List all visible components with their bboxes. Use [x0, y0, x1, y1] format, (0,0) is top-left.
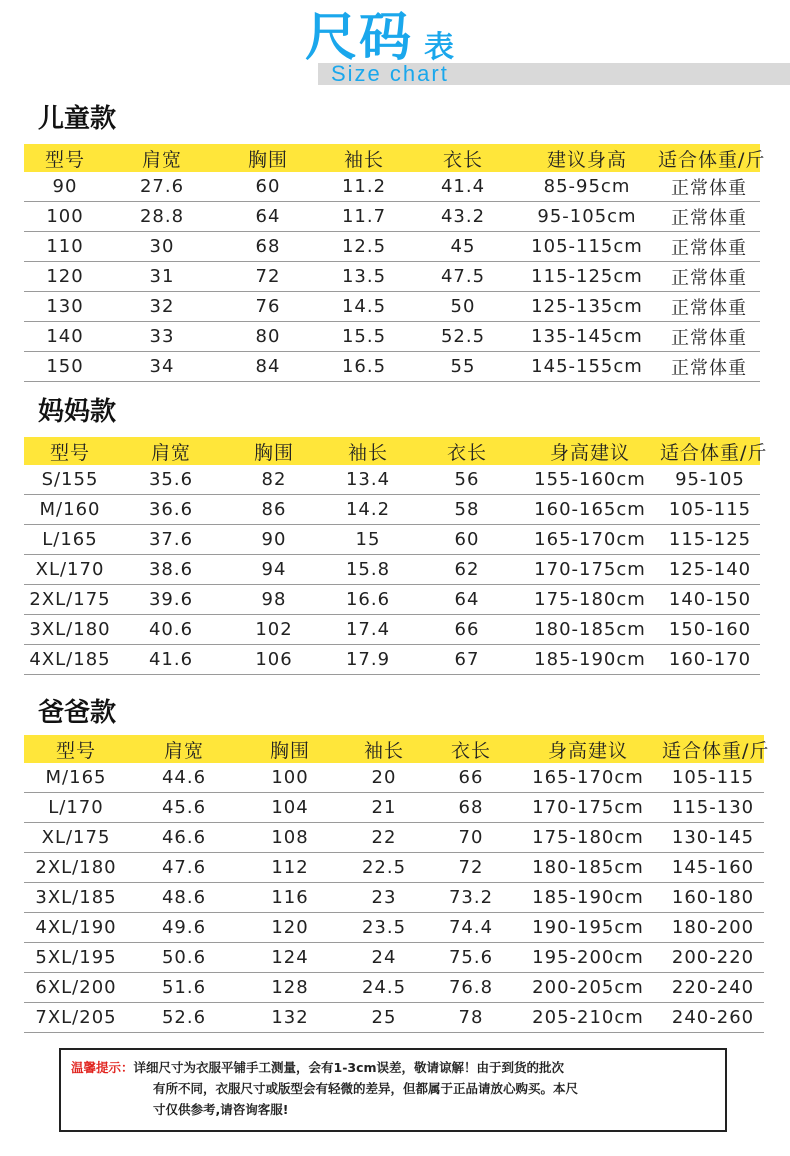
column-header: 肩宽	[128, 735, 240, 763]
table-cell: 28.8	[106, 202, 218, 232]
table-row	[24, 525, 760, 555]
column-header: 衣长	[414, 437, 520, 465]
page-title: 尺码	[305, 8, 414, 68]
column-header: 型号	[24, 144, 106, 172]
table-row	[24, 973, 764, 1003]
table-cell: 2XL/175	[24, 585, 116, 615]
column-header: 胸围	[240, 735, 340, 763]
table-cell: 17.9	[322, 645, 414, 675]
table-cell: 62	[414, 555, 520, 585]
table-cell: 3XL/180	[24, 615, 116, 645]
table-cell: 36.6	[116, 495, 226, 525]
table-cell: 115-125cm	[516, 262, 658, 292]
table-cell: 37.6	[116, 525, 226, 555]
column-header: 身高建议	[520, 437, 660, 465]
table-cell: 21	[340, 793, 428, 823]
table-cell: 50	[410, 292, 516, 322]
table-cell: 49.6	[128, 913, 240, 943]
table-cell: 2XL/180	[24, 853, 128, 883]
mom-header-row	[24, 437, 760, 465]
table-cell: 72	[218, 262, 318, 292]
table-cell: 76.8	[428, 973, 514, 1003]
table-cell: 45	[410, 232, 516, 262]
dad-section-title: 爸爸款	[38, 698, 117, 728]
table-cell: 68	[428, 793, 514, 823]
table-cell: 7XL/205	[24, 1003, 128, 1033]
table-cell: 17.4	[322, 615, 414, 645]
column-header: 肩宽	[106, 144, 218, 172]
table-row	[24, 232, 760, 262]
table-cell: XL/170	[24, 555, 116, 585]
page-title-suffix: 表	[424, 30, 454, 65]
table-cell: 40.6	[116, 615, 226, 645]
table-cell: 110	[24, 232, 106, 262]
table-row	[24, 1003, 764, 1033]
table-cell: 51.6	[128, 973, 240, 1003]
table-cell: 66	[428, 763, 514, 793]
notice-box	[59, 1048, 727, 1132]
table-row	[24, 495, 760, 525]
page-subtitle: Size chart	[331, 61, 449, 86]
table-cell: 116	[240, 883, 340, 913]
table-cell: 200-220	[662, 943, 764, 973]
column-header: 衣长	[428, 735, 514, 763]
table-cell: 165-170cm	[520, 525, 660, 555]
table-cell: 13.4	[322, 465, 414, 495]
table-row	[24, 465, 760, 495]
table-cell: 12.5	[318, 232, 410, 262]
table-cell: 23.5	[340, 913, 428, 943]
table-cell: 13.5	[318, 262, 410, 292]
table-cell: 130	[24, 292, 106, 322]
table-cell: 64	[414, 585, 520, 615]
table-cell: 68	[218, 232, 318, 262]
column-header: 袖长	[318, 144, 410, 172]
table-cell: 正常体重	[658, 172, 760, 202]
table-cell: 45.6	[128, 793, 240, 823]
table-cell: 125-140	[660, 555, 760, 585]
table-cell: 86	[226, 495, 322, 525]
table-cell: XL/175	[24, 823, 128, 853]
table-cell: L/170	[24, 793, 128, 823]
table-cell: 82	[226, 465, 322, 495]
table-cell: 128	[240, 973, 340, 1003]
table-cell: 175-180cm	[520, 585, 660, 615]
table-cell: 67	[414, 645, 520, 675]
dad-size-table	[24, 735, 770, 1033]
table-cell: 220-240	[662, 973, 764, 1003]
table-cell: 240-260	[662, 1003, 764, 1033]
table-row	[24, 763, 764, 793]
table-cell: 正常体重	[658, 232, 760, 262]
table-row	[24, 555, 760, 585]
table-cell: 132	[240, 1003, 340, 1033]
table-cell: 78	[428, 1003, 514, 1033]
table-cell: 180-200	[662, 913, 764, 943]
table-cell: 52.5	[410, 322, 516, 352]
mom-size-table	[24, 437, 768, 675]
table-row	[24, 585, 760, 615]
table-cell: 155-160cm	[520, 465, 660, 495]
table-cell: 130-145	[662, 823, 764, 853]
table-cell: 39.6	[116, 585, 226, 615]
column-header: 胸围	[218, 144, 318, 172]
table-cell: 80	[218, 322, 318, 352]
table-cell: 145-155cm	[516, 352, 658, 382]
column-header: 肩宽	[116, 437, 226, 465]
table-cell: 135-145cm	[516, 322, 658, 352]
table-cell: 140-150	[660, 585, 760, 615]
column-header: 型号	[24, 437, 116, 465]
table-cell: 115-130	[662, 793, 764, 823]
table-cell: 165-170cm	[514, 763, 662, 793]
page-header	[0, 0, 790, 90]
table-cell: 16.5	[318, 352, 410, 382]
table-cell: 84	[218, 352, 318, 382]
table-cell: 102	[226, 615, 322, 645]
table-cell: M/160	[24, 495, 116, 525]
table-cell: 11.7	[318, 202, 410, 232]
kids-section-title: 儿童款	[38, 104, 117, 134]
table-cell: 104	[240, 793, 340, 823]
table-cell: 160-170	[660, 645, 760, 675]
table-row	[24, 292, 760, 322]
table-cell: 105-115	[662, 763, 764, 793]
table-row	[24, 883, 764, 913]
table-cell: 15.8	[322, 555, 414, 585]
table-cell: 180-185cm	[520, 615, 660, 645]
notice-text-1: 详细尺寸为衣服平铺手工测量，会有1-3cm误差，敬请谅解！由于到货的批次	[133, 1060, 565, 1075]
table-cell: 85-95cm	[516, 172, 658, 202]
table-cell: 16.6	[322, 585, 414, 615]
table-cell: 125-135cm	[516, 292, 658, 322]
table-cell: 20	[340, 763, 428, 793]
table-cell: 160-180	[662, 883, 764, 913]
table-cell: 105-115	[660, 495, 760, 525]
table-cell: 3XL/185	[24, 883, 128, 913]
table-cell: 44.6	[128, 763, 240, 793]
table-cell: 170-175cm	[514, 793, 662, 823]
table-cell: 160-165cm	[520, 495, 660, 525]
table-row	[24, 645, 760, 675]
table-cell: 35.6	[116, 465, 226, 495]
table-cell: 72	[428, 853, 514, 883]
table-cell: 6XL/200	[24, 973, 128, 1003]
column-header: 建议身高	[516, 144, 658, 172]
table-cell: 200-205cm	[514, 973, 662, 1003]
table-row	[24, 262, 760, 292]
table-cell: 74.4	[428, 913, 514, 943]
table-cell: 112	[240, 853, 340, 883]
notice-line-3: 寸仅供参考,请咨询客服!	[153, 1102, 289, 1117]
table-cell: 正常体重	[658, 292, 760, 322]
table-cell: 95-105	[660, 465, 760, 495]
table-cell: 100	[24, 202, 106, 232]
table-cell: 11.2	[318, 172, 410, 202]
table-cell: 32	[106, 292, 218, 322]
table-cell: 24.5	[340, 973, 428, 1003]
table-cell: 正常体重	[658, 322, 760, 352]
table-cell: 105-115cm	[516, 232, 658, 262]
table-cell: 52.6	[128, 1003, 240, 1033]
table-cell: S/155	[24, 465, 116, 495]
table-cell: 48.6	[128, 883, 240, 913]
table-cell: 27.6	[106, 172, 218, 202]
table-cell: 正常体重	[658, 352, 760, 382]
table-cell: 185-190cm	[514, 883, 662, 913]
table-cell: 33	[106, 322, 218, 352]
table-cell: 106	[226, 645, 322, 675]
kids-size-table	[24, 144, 766, 382]
table-cell: 58	[414, 495, 520, 525]
table-row	[24, 943, 764, 973]
table-cell: 150-160	[660, 615, 760, 645]
table-cell: 64	[218, 202, 318, 232]
table-cell: 47.5	[410, 262, 516, 292]
column-header: 身高建议	[514, 735, 662, 763]
table-cell: 145-160	[662, 853, 764, 883]
column-header: 袖长	[322, 437, 414, 465]
table-cell: 30	[106, 232, 218, 262]
notice-label: 温馨提示：	[71, 1060, 134, 1075]
column-header: 适合体重/斤	[658, 144, 760, 172]
table-cell: 56	[414, 465, 520, 495]
table-cell: 195-200cm	[514, 943, 662, 973]
table-cell: 94	[226, 555, 322, 585]
table-row	[24, 615, 760, 645]
table-cell: L/165	[24, 525, 116, 555]
table-cell: 正常体重	[658, 262, 760, 292]
table-cell: 5XL/195	[24, 943, 128, 973]
table-cell: 100	[240, 763, 340, 793]
table-cell: 24	[340, 943, 428, 973]
column-header: 袖长	[340, 735, 428, 763]
table-cell: 55	[410, 352, 516, 382]
table-cell: 41.4	[410, 172, 516, 202]
table-cell: 73.2	[428, 883, 514, 913]
table-cell: 108	[240, 823, 340, 853]
table-cell: 90	[24, 172, 106, 202]
table-cell: 60	[218, 172, 318, 202]
table-cell: 31	[106, 262, 218, 292]
table-cell: 70	[428, 823, 514, 853]
table-cell: 115-125	[660, 525, 760, 555]
table-row	[24, 823, 764, 853]
dad-header-row	[24, 735, 764, 763]
table-cell: 34	[106, 352, 218, 382]
table-row	[24, 172, 760, 202]
table-cell: 50.6	[128, 943, 240, 973]
table-cell: 22.5	[340, 853, 428, 883]
table-cell: 185-190cm	[520, 645, 660, 675]
table-cell: 47.6	[128, 853, 240, 883]
table-row	[24, 352, 760, 382]
table-cell: 120	[24, 262, 106, 292]
kids-header-row	[24, 144, 760, 172]
table-cell: 76	[218, 292, 318, 322]
table-row	[24, 793, 764, 823]
table-cell: 14.2	[322, 495, 414, 525]
table-cell: 38.6	[116, 555, 226, 585]
table-cell: 正常体重	[658, 202, 760, 232]
table-cell: 205-210cm	[514, 1003, 662, 1033]
table-cell: 98	[226, 585, 322, 615]
table-cell: 60	[414, 525, 520, 555]
table-cell: 75.6	[428, 943, 514, 973]
column-header: 适合体重/斤	[662, 735, 764, 763]
table-cell: 180-185cm	[514, 853, 662, 883]
column-header: 胸围	[226, 437, 322, 465]
table-cell: 22	[340, 823, 428, 853]
table-cell: 120	[240, 913, 340, 943]
table-cell: 41.6	[116, 645, 226, 675]
table-cell: 46.6	[128, 823, 240, 853]
notice-line-2: 有所不同，衣服尺寸或版型会有轻微的差异，但都属于正品请放心购买。本尺	[153, 1081, 579, 1096]
table-cell: 170-175cm	[520, 555, 660, 585]
table-cell: 150	[24, 352, 106, 382]
table-cell: 15	[322, 525, 414, 555]
table-cell: 43.2	[410, 202, 516, 232]
table-row	[24, 853, 764, 883]
table-row	[24, 913, 764, 943]
table-cell: 175-180cm	[514, 823, 662, 853]
table-cell: 66	[414, 615, 520, 645]
table-cell: 140	[24, 322, 106, 352]
table-cell: M/165	[24, 763, 128, 793]
notice-line-1	[71, 1057, 715, 1078]
table-cell: 95-105cm	[516, 202, 658, 232]
table-row	[24, 202, 760, 232]
table-cell: 4XL/185	[24, 645, 116, 675]
column-header: 衣长	[410, 144, 516, 172]
table-cell: 190-195cm	[514, 913, 662, 943]
column-header: 适合体重/斤	[660, 437, 760, 465]
table-cell: 15.5	[318, 322, 410, 352]
table-cell: 90	[226, 525, 322, 555]
table-cell: 124	[240, 943, 340, 973]
table-cell: 23	[340, 883, 428, 913]
table-cell: 14.5	[318, 292, 410, 322]
table-cell: 25	[340, 1003, 428, 1033]
mom-section-title: 妈妈款	[38, 397, 117, 427]
column-header: 型号	[24, 735, 128, 763]
table-row	[24, 322, 760, 352]
table-cell: 4XL/190	[24, 913, 128, 943]
